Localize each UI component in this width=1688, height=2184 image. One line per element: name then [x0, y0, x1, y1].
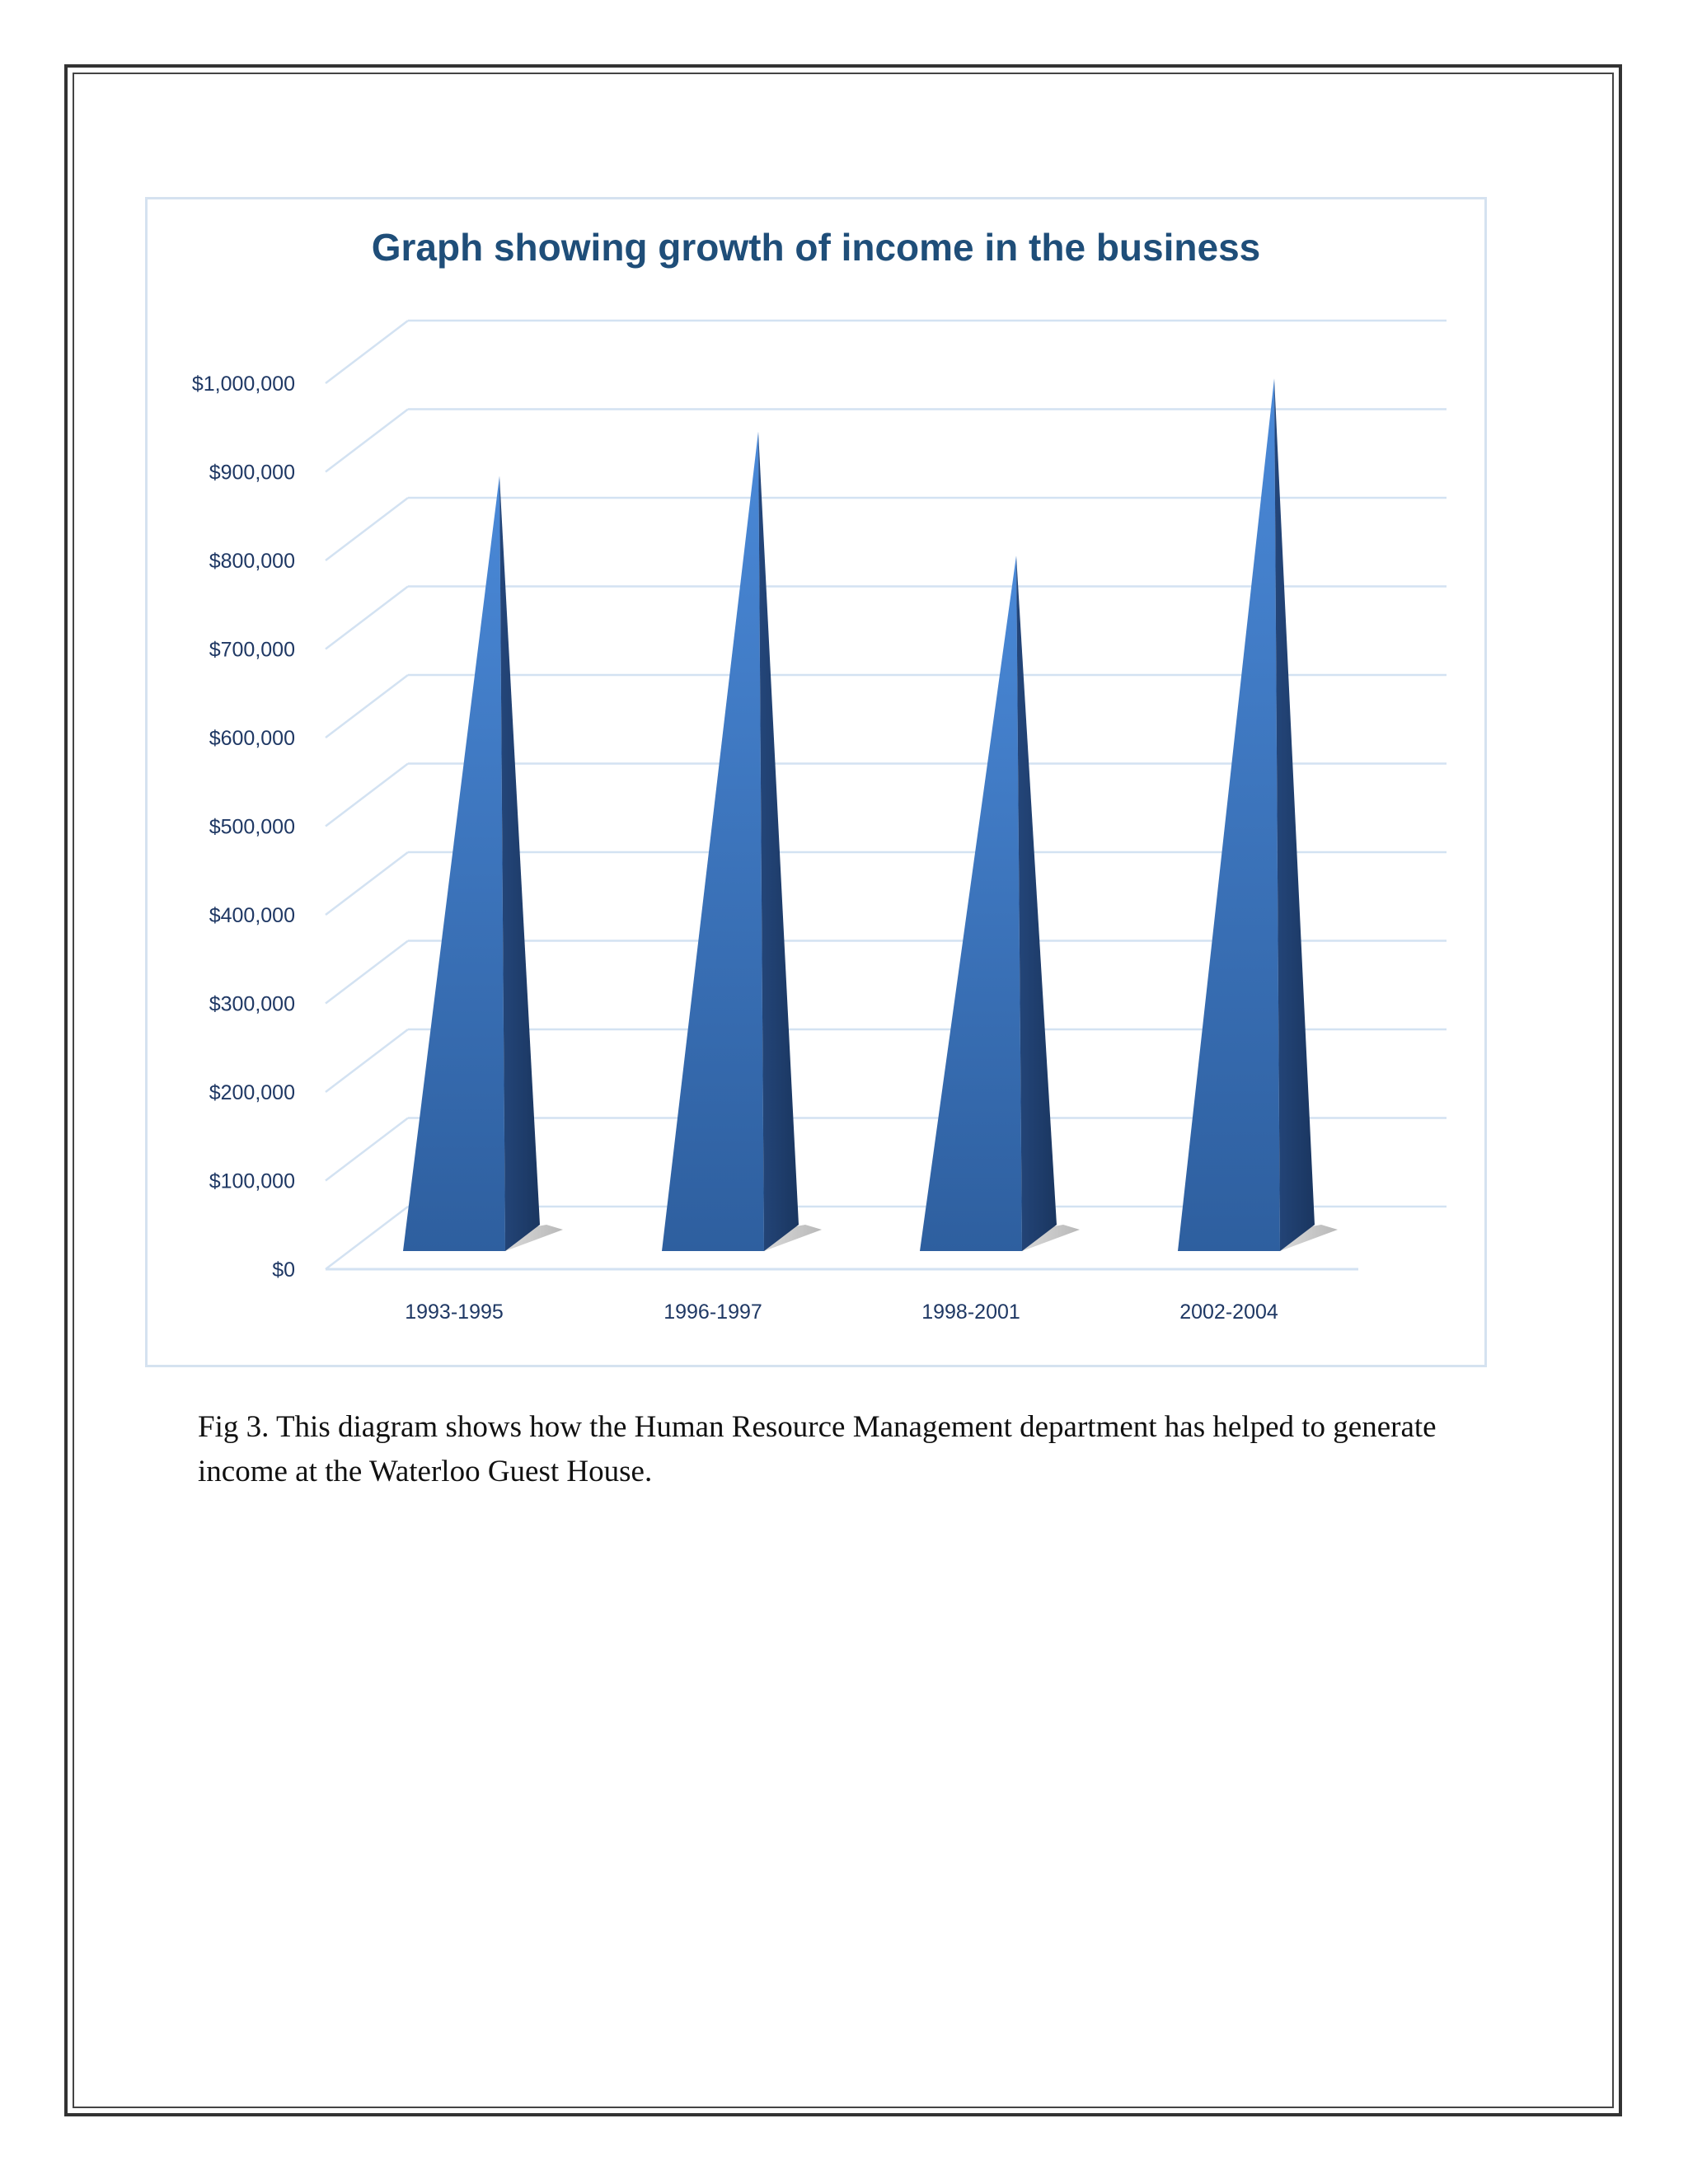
chart-title: Graph showing growth of income in the business — [371, 226, 1261, 269]
x-tick-label: 1993-1995 — [405, 1301, 504, 1324]
y-tick-label: $500,000 — [209, 815, 295, 839]
figure-caption: Fig 3. This diagram shows how the Human Resource Management department has helped to generate income at the Waterloo Guest House. — [198, 1410, 1437, 1488]
bar-front-face — [662, 432, 764, 1251]
y-tick-label: $300,000 — [209, 992, 295, 1016]
gridline-side — [326, 675, 408, 738]
gridline-side — [326, 498, 408, 560]
bar — [403, 476, 563, 1252]
bar-front-face — [1178, 378, 1280, 1251]
y-tick-label: $800,000 — [209, 550, 295, 573]
bar — [662, 432, 822, 1251]
gridline-side — [326, 1118, 408, 1181]
bar-front-face — [920, 555, 1022, 1251]
bar-side-face — [1274, 378, 1315, 1251]
chart-bars — [403, 378, 1338, 1251]
y-tick-label: $1,000,000 — [191, 373, 295, 396]
gridline-side — [326, 852, 408, 915]
y-tick-label: $200,000 — [209, 1081, 295, 1104]
bar-side-face — [1016, 555, 1057, 1251]
x-tick-label: 1996-1997 — [663, 1301, 762, 1324]
gridline-side — [326, 321, 408, 383]
y-tick-label: $0 — [272, 1258, 295, 1282]
x-axis — [405, 1301, 1278, 1324]
x-tick-label: 2002-2004 — [1179, 1301, 1278, 1324]
gridline-side — [326, 1207, 408, 1269]
y-tick-label: $600,000 — [209, 727, 295, 750]
y-tick-label: $100,000 — [209, 1169, 295, 1193]
gridline-side — [326, 941, 408, 1004]
gridline-side — [326, 764, 408, 827]
bar-front-face — [403, 476, 505, 1252]
x-tick-label: 1998-2001 — [921, 1301, 1020, 1324]
gridline-side — [326, 410, 408, 472]
y-tick-label: $900,000 — [209, 461, 295, 485]
bar-side-face — [758, 432, 799, 1251]
y-tick-label: $400,000 — [209, 904, 295, 927]
y-axis — [192, 373, 295, 1282]
bar — [920, 555, 1080, 1251]
gridline-side — [326, 587, 408, 649]
gridline-side — [326, 1029, 408, 1092]
bar-side-face — [499, 476, 540, 1252]
y-tick-label: $700,000 — [209, 638, 295, 662]
bar — [1178, 378, 1338, 1251]
